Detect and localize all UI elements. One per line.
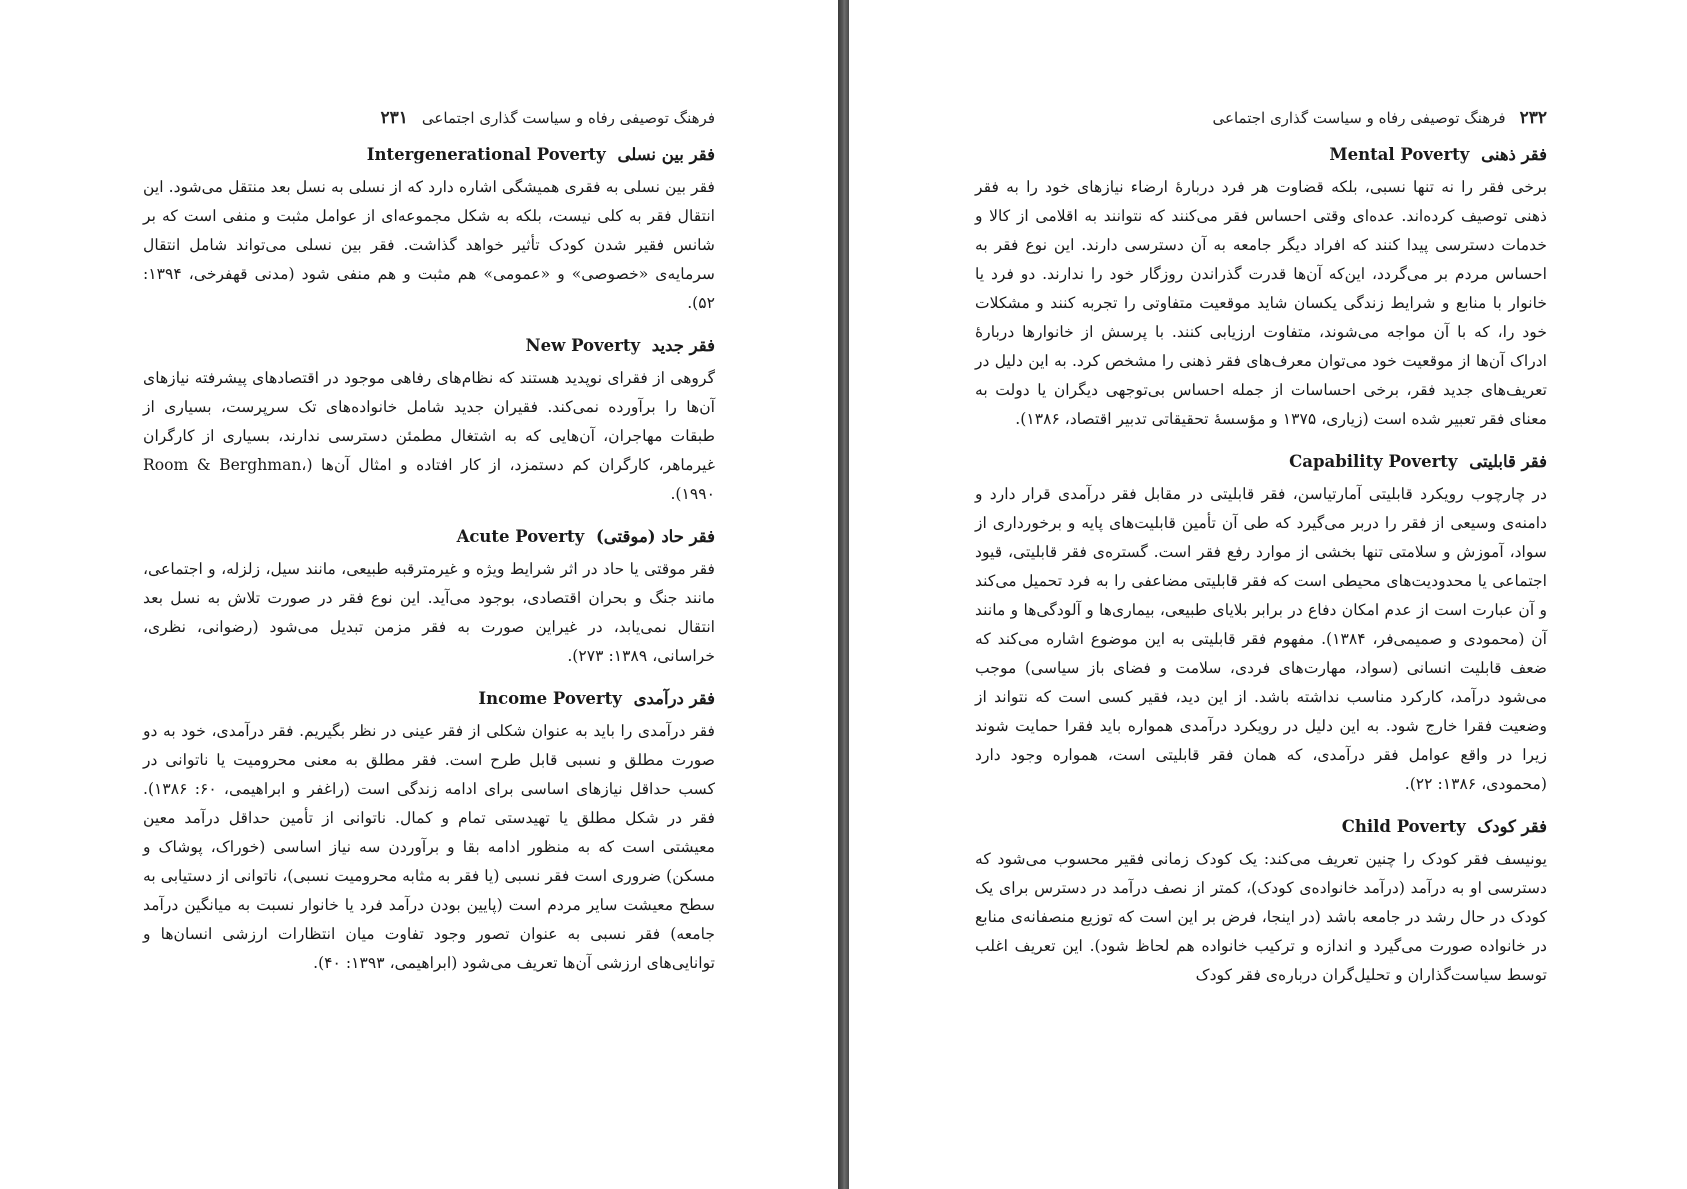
entry-title-en: Capability Poverty [1289, 452, 1458, 471]
running-head-right [975, 108, 1547, 128]
entry-body: فقر بین نسلی به فقری همیشگی اشاره دارد که از نسلی به نسل بعد منتقل می‌شود. این انتقال فقر به کلی نیست، بلکه به شکل مجموعه‌ای از عوامل مثبت و منفی است که بر شانس فقیر شدن کودک تأثیر خواهد گذاشت. فقر بین نسلی می‌تواند شامل انتقال سرمایه‌ی «خصوصی» و «عمومی» هم مثبت و هم منفی شود (مدنی قهفرخی، ۱۳۹۴: ۵۲). [143, 178, 715, 312]
entry-heading [143, 336, 715, 355]
page-231 [143, 108, 715, 996]
entry-heading [143, 527, 715, 546]
entry-heading [975, 145, 1547, 164]
entry-body: فقر موقتی یا حاد در اثر شرایط ویژه و غیرمترقبه طبیعی، مانند سیل، زلزله، و اجتماعی، مانند جنگ و بحران اقتصادی، بوجود می‌آید. این نوع فقر در صورت تلاش به نسل بعد انتقال نمی‌یابد، در غیراین صورت به فقر مزمن تبدیل می‌شود (رضوانی، نظری، خراسانی، ۱۳۸۹: ۲۷۳). [143, 560, 715, 665]
entry-title-en: Intergenerational Poverty [366, 145, 606, 164]
entry-intergenerational-poverty [143, 145, 715, 318]
entry-title-fa: فقر جدید [651, 336, 715, 355]
entry-title-fa: فقر کودک [1477, 817, 1547, 836]
entry-heading [975, 817, 1547, 836]
entry-body: یونیسف فقر کودک را چنین تعریف می‌کند: یک کودک زمانی فقیر محسوب می‌شود که دسترسی او به درآمد (درآمد خانواده‌ی کودک)، کمتر از نصف درآمد در دسترس برای یک کودک در حال رشد در جامعه باشد (در اینجا، فرض بر این است که توزیع منصفانه‌ی منابع در خانواده صورت می‌گیرد و اندازه و ترکیب خانواده هم لحاظ شود). این تعریف اغلب توسط سیاست‌گذاران و تحلیل‌گران درباره‌ی فقر کودک [975, 850, 1547, 984]
entry-title-fa: فقر درآمدی [633, 689, 715, 708]
running-head-left [143, 108, 715, 128]
entry-acute-poverty [143, 527, 715, 671]
entry-title-fa: فقر قابلیتی [1469, 452, 1547, 471]
entry-body: برخی فقر را نه تنها نسبی، بلکه قضاوت هر فرد دربارهٔ ارضاء نیازهای خود را به فقر ذهنی توصیف کرده‌اند. عده‌ای وقتی احساس فقر می‌کنند که نتوانند به اقلامی از کالا و خدمات دسترسی پیدا کنند که افراد دیگر جامعه به آن دسترسی دارند. این نوع فقر به احساس مردم بر می‌گردد، این‌که آن‌ها قدرت گذراندن روزگار خود را ندارند. دو فرد یا خانوار با منابع و شرایط زندگی یکسان شاید موقعیت متفاوتی را تجربه کنند و مشکلات خود را، که با آن مواجه می‌شوند، متفاوت ارزیابی کنند. با پرسش از خانوارها دربارهٔ ادراک آن‌ها از موقعیت خود می‌توان معرف‌های فقر ذهنی را مشخص کرد. به این دلیل در تعریف‌های جدید فقر، برخی احساسات از جمله احساس بی‌توجهی دیگران یا دولت به معنای فقر تعبیر شده است (زیاری، ۱۳۷۵ و مؤسسهٔ تحقیقاتی تدبیر اقتصاد، ۱۳۸۶). [975, 178, 1547, 428]
entry-income-poverty [143, 689, 715, 978]
entry-title-fa: فقر حاد (موقتی) [596, 527, 715, 546]
entry-title-fa: فقر بین نسلی [617, 145, 715, 164]
entry-new-poverty [143, 336, 715, 509]
entry-body: فقر درآمدی را باید به عنوان شکلی از فقر عینی در نظر بگیریم. فقر درآمدی، خود به دو صورت مطلق و نسبی قابل طرح است. فقر مطلق به معنی محرومیت یا ناتوانی در کسب حداقل نیازهای اساسی برای ادامه زندگی است (راغفر و ابراهیمی، ۶۰: ۱۳۸۶). فقر در شکل مطلق یا تهیدستی تمام و کمال. ناتوانی از تأمین حداقل درآمد معین معیشتی است که به منظور ادامه بقا و برآوردن سه نیاز اساسی (خوراک، پوشاک و مسکن) ضروری است فقر نسبی (یا فقر به مثابه محرومیت نسبی)، ناتوانی از دستیابی به سطح معیشت سایر مردم است (پایین بودن درآمد فرد یا خانوار نسبت به میانگین درآمد جامعه) فقر نسبی به عنوان تصور وجود تفاوت میان انتظارات ارزشی انسان‌ها و توانایی‌های ارزشی آن‌ها تعریف می‌شود (ابراهیمی، ۱۳۹۳: ۴۰). [143, 722, 716, 972]
entry-body: در چارچوب رویکرد قابلیتی آمارتیاسن، فقر قابلیتی در مقابل فقر درآمدی قرار دارد و دامنه‌ی وسیعی از فقر را دربر می‌گیرد که طی آن تأمین قابلیت‌های پایه و برخورداری از سواد، آموزش و سلامتی تنها بخشی از موارد رفع فقر است. گستره‌ی فقر قابلیتی، قیود اجتماعی یا محدودیت‌های محیطی است که فقر قابلیتی مضاعفی را به فرد تحمیل می‌کند و آن عبارت است از عدم امکان دفاع در برابر بلایای طبیعی، بیماری‌ها و آلودگی‌ها و مانند آن (محمودی و صمیمی‌فر، ۱۳۸۴). مفهوم فقر قابلیتی به این موضوع اشاره می‌کند که ضعف قابلیت انسانی (سواد، مهارت‌های فردی، سلامت و فضای باز سیاسی) موجب می‌شود درآمد، کارکرد مناسب نداشته باشد. از این دید، فقیر کسی است که نتواند از وضعیت فقرا خارج شود. به این دلیل در رویکرد درآمدی همواره باید فقرا حمایت شوند زیرا در واقع عوامل فقر درآمدی، که همان فقر قابلیتی است، همواره وجود دارد (محمودی، ۱۳۸۶: ۲۲). [975, 485, 1547, 793]
running-head-title: فرهنگ توصیفی رفاه و سیاست گذاری اجتماعی [1212, 109, 1506, 127]
entry-title-en: Income Poverty [478, 689, 622, 708]
entry-title-en: Mental Poverty [1329, 145, 1470, 164]
entry-heading [975, 452, 1547, 471]
page-232 [975, 108, 1547, 1008]
page-number: ۲۳۲ [1519, 108, 1547, 128]
entry-title-en: New Poverty [525, 336, 641, 355]
entry-child-poverty [975, 817, 1547, 990]
page-number: ۲۳۱ [380, 108, 408, 128]
entry-title-en: Child Poverty [1341, 817, 1466, 836]
running-head-title: فرهنگ توصیفی رفاه و سیاست گذاری اجتماعی [421, 109, 715, 127]
entry-title-fa: فقر ذهنی [1481, 145, 1547, 164]
entry-mental-poverty [975, 145, 1547, 434]
entry-title-en: Acute Poverty [456, 527, 585, 546]
entry-heading [143, 689, 715, 708]
entry-heading [143, 145, 715, 164]
entry-body: گروهی از فقرای نوپدید هستند که نظام‌های رفاهی موجود در اقتصادهای پیشرفته نیازهای آن‌ها را برآورده نمی‌کند. فقیران جدید شامل خانواده‌های تک سرپرست، بسیاری از طبقات مهاجران، آن‌هایی که به اشتغال مطمئن دسترسی ندارند، بسیاری از کارگران غیرماهر، کارگران کم دستمزد، از کار افتاده و امثال آن‌ها (Room & Berghman، ۱۹۹۰). [143, 369, 715, 503]
book-gutter [838, 0, 849, 1189]
entry-capability-poverty [975, 452, 1547, 799]
